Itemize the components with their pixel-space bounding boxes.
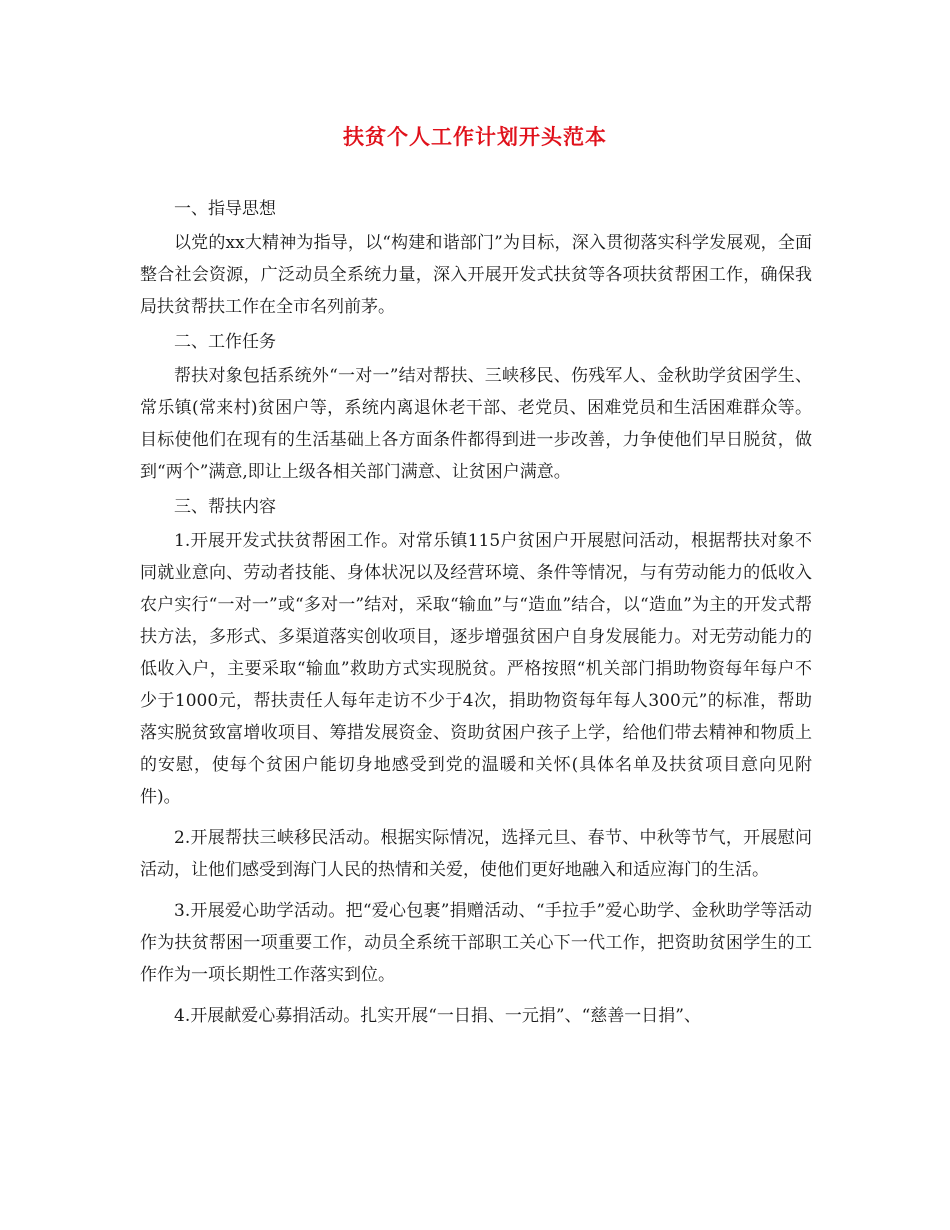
document-body xyxy=(140,193,812,1035)
document-title: 扶贫个人工作计划开头范本 xyxy=(343,125,607,149)
paragraph: 2.开展帮扶三峡移民活动。根据实际情况，选择元旦、春节、中秋等节气，开展慰问活动，让他们感受到海门人民的热情和关爱，使他们更好地融入和适应海门的生活。 xyxy=(140,828,812,880)
paragraph: 1.开展开发式扶贫帮困工作。对常乐镇115户贫困户开展慰问活动，根据帮扶对象不同就业意向、劳动者技能、身体状况以及经营环境、条件等情况，与有劳动能力的低收入农户实行“一对一”或“多对一”结对，采取“输血”与“造血”结合，以“造血”为主的开发式帮扶方法，多形式、多渠道落实创收项目，逐步增强贫困户自身发展能力。对无劳动能力的低收入户，主要采取“输血”救助方式实现脱贫。严格按照“机关部门捐助物资每年每户不少于1000元，帮扶责任人每年走访不少于4次，捐助物资每年每人300元”的标准，帮助落实脱贫致富增收项目、筹措发展资金、资助贫困户孩子上学，给他们带去精神和物质上的安慰，使每个贫困户能切身地感受到党的温暖和关怀(具体名单及扶贫项目意向见附件)。 xyxy=(140,531,812,807)
section-heading-assistance-content: 三、帮扶内容 xyxy=(174,497,276,517)
paragraph: 3.开展爱心助学活动。把“爱心包裹”捐赠活动、“手拉手”爱心助学、金秋助学等活动作为扶贫帮困一项重要工作，动员全系统干部职工关心下一代工作，把资助贫困学生的工作作为一项长期性工作落实到位。 xyxy=(140,901,812,985)
section-heading-guiding-ideology: 一、指导思想 xyxy=(174,199,276,219)
section-heading-work-tasks: 二、工作任务 xyxy=(174,332,276,352)
paragraph: 以党的xx大精神为指导，以“构建和谐部门”为目标，深入贯彻落实科学发展观，全面整合社会资源，广泛动员全系统力量，深入开展开发式扶贫等各项扶贫帮困工作，确保我局扶贫帮扶工作在全市名列前茅。 xyxy=(140,233,812,317)
paragraph: 4.开展献爱心募捐活动。扎实开展“一日捐、一元捐”、“慈善一日捐”、 xyxy=(174,1006,701,1026)
paragraph: 帮扶对象包括系统外“一对一”结对帮扶、三峡移民、伤残军人、金秋助学贫困学生、常乐镇(常来村)贫困户等，系统内离退休老干部、老党员、困难党员和生活困难群众等。目标使他们在现有的生活基础上各方面条件都得到进一步改善，力争使他们早日脱贫，做到“两个”满意,即让上级各相关部门满意、让贫困户满意。 xyxy=(140,366,812,482)
